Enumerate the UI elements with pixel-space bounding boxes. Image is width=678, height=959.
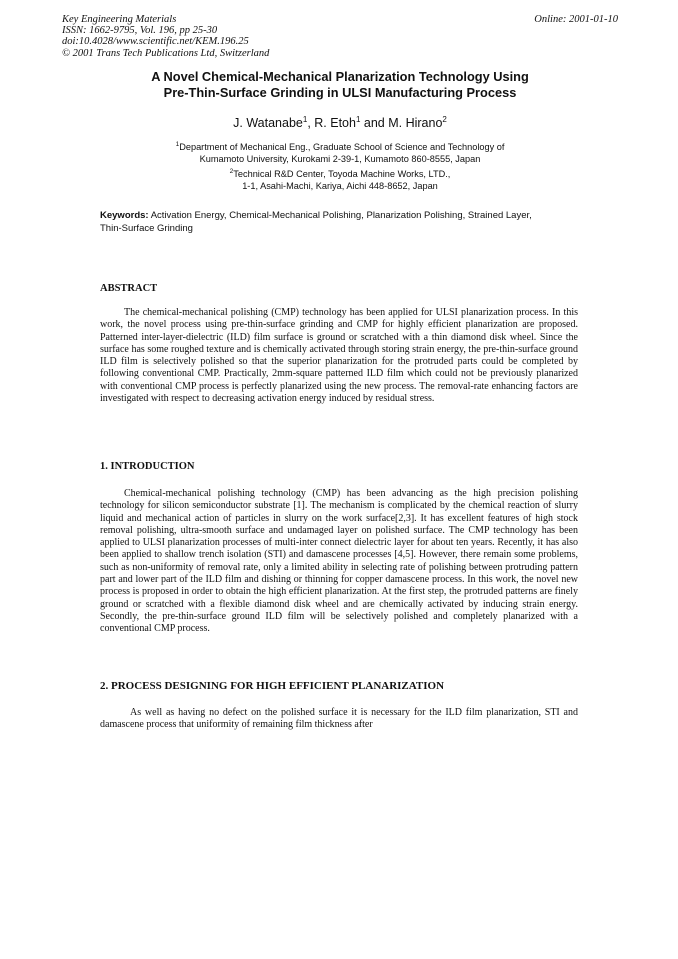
copyright-line: © 2001 Trans Tech Publications Ltd, Switzerland [62, 47, 270, 59]
author-name: R. Etoh [314, 116, 356, 131]
affiliation-2 [62, 166, 618, 192]
author-affiliation-mark: 1 [355, 115, 361, 124]
journal-name: Key Engineering Materials [62, 14, 177, 25]
author-affiliation-mark: 2 [442, 115, 447, 124]
abstract-heading: ABSTRACT [100, 283, 158, 294]
author-separator: , [307, 116, 315, 131]
introduction-text: Chemical-mechanical polishing technology (CMP) has been advancing as the high precision polishing technology for silicon semiconductor substrate [1]. The mechanism is complicated by the chemical reaction of slurry liquid and mechanical action of particles in slurry on the work surface[2,3]. It has excellent features of high stock removal polishing, ultra-smooth surface and undamaged layer on polished surface. The CMP technology has been applied to ULSI planarization processes of multi-inter connect dielectric layer for about ten years. Recently, it has also been applied to shallow trench isolation (STI) and damascene processes [4,5]. However, there remain some problems, such as non-uniformity of removal rate, only a limited ability in selecting rate of polishing between protruding pattern part and lower part of the ILD film and dishing or thinning for copper damascene process. In this work, the novel new process is proposed in order to obtain the high efficient planarization. At the first step, the protruded patterns are finely ground or scratched with a flexible diamond disk wheel and are chemically activated by inducing strain energy. Secondly, the pre-thin-surface ground ILD film will be selectively polished and completely planarized with a conventional CMP process. [100, 488, 578, 635]
affiliation-mark: 2 [229, 168, 234, 175]
author-affiliation-mark: 1 [302, 115, 308, 124]
author-name: M. Hirano [388, 116, 443, 131]
affiliation-line: Technical R&D Center, Toyoda Machine Works, LTD., [233, 169, 451, 180]
process-heading: 2. PROCESS DESIGNING FOR HIGH EFFICIENT PLANARIZATION [100, 680, 445, 692]
title-line-1: A Novel Chemical-Mechanical Planarization Technology Using [151, 69, 529, 84]
keywords-text: Activation Energy, Chemical-Mechanical Polishing, Planarization Polishing, Strained Layer, Thin-Surface Grinding [100, 210, 532, 234]
title-line-2: Pre-Thin-Surface Grinding in ULSI Manufacturing Process [163, 85, 517, 100]
process-text: As well as having no defect on the polished surface it is necessary for the ILD film planarization, STI and damascene process that uniformity of remaining film thickness after [100, 707, 578, 731]
introduction-heading: 1. INTRODUCTION [100, 461, 195, 472]
author-list [62, 115, 618, 130]
author-separator: and [360, 116, 389, 131]
doi-line[interactable]: doi:10.4028/www.scientific.net/KEM.196.25 [62, 36, 249, 48]
affiliation-mark: 1 [175, 141, 180, 148]
affiliation-line: 1-1, Asahi-Machi, Kariya, Aichi 448-8652, Japan [242, 181, 438, 192]
online-date: Online: 2001-01-10 [534, 14, 618, 25]
issn-line: ISSN: 1662-9795, Vol. 196, pp 25-30 [62, 25, 218, 37]
abstract-text: The chemical-mechanical polishing (CMP) technology has been applied for ULSI planarization process. In this work, the novel process using pre-thin-surface grinding and CMP for highly efficient planarization are proposed. Patterned inter-layer-dielectric (ILD) film surface is ground or scratched with a thin diamond disk wheel. Since the surface has some roughed texture and is chemically activated through storing strain energy, the pre-thin-surface ground ILD film is selectively polished so that the superior planarization for the protruded parts could be completed by following conventional CMP. Practically, 2mm-square patterned ILD film which could not be previously planarized with conventional CMP process is perfectly planarized using the new process. The removal-rate enhancing factors are investigated with respect to decreasing activation energy induced by residual stress. [100, 307, 578, 405]
author-name: J. Watanabe [233, 116, 303, 131]
paper-title [62, 69, 618, 101]
affiliation-1 [62, 139, 618, 165]
affiliation-line: Department of Mechanical Eng., Graduate School of Science and Technology of [179, 142, 505, 153]
journal-header [62, 14, 618, 59]
affiliation-line: Kumamoto University, Kurokami 2-39-1, Kumamoto 860-8555, Japan [199, 154, 481, 165]
keywords-label: Keywords: [100, 210, 149, 221]
keywords [100, 210, 540, 235]
